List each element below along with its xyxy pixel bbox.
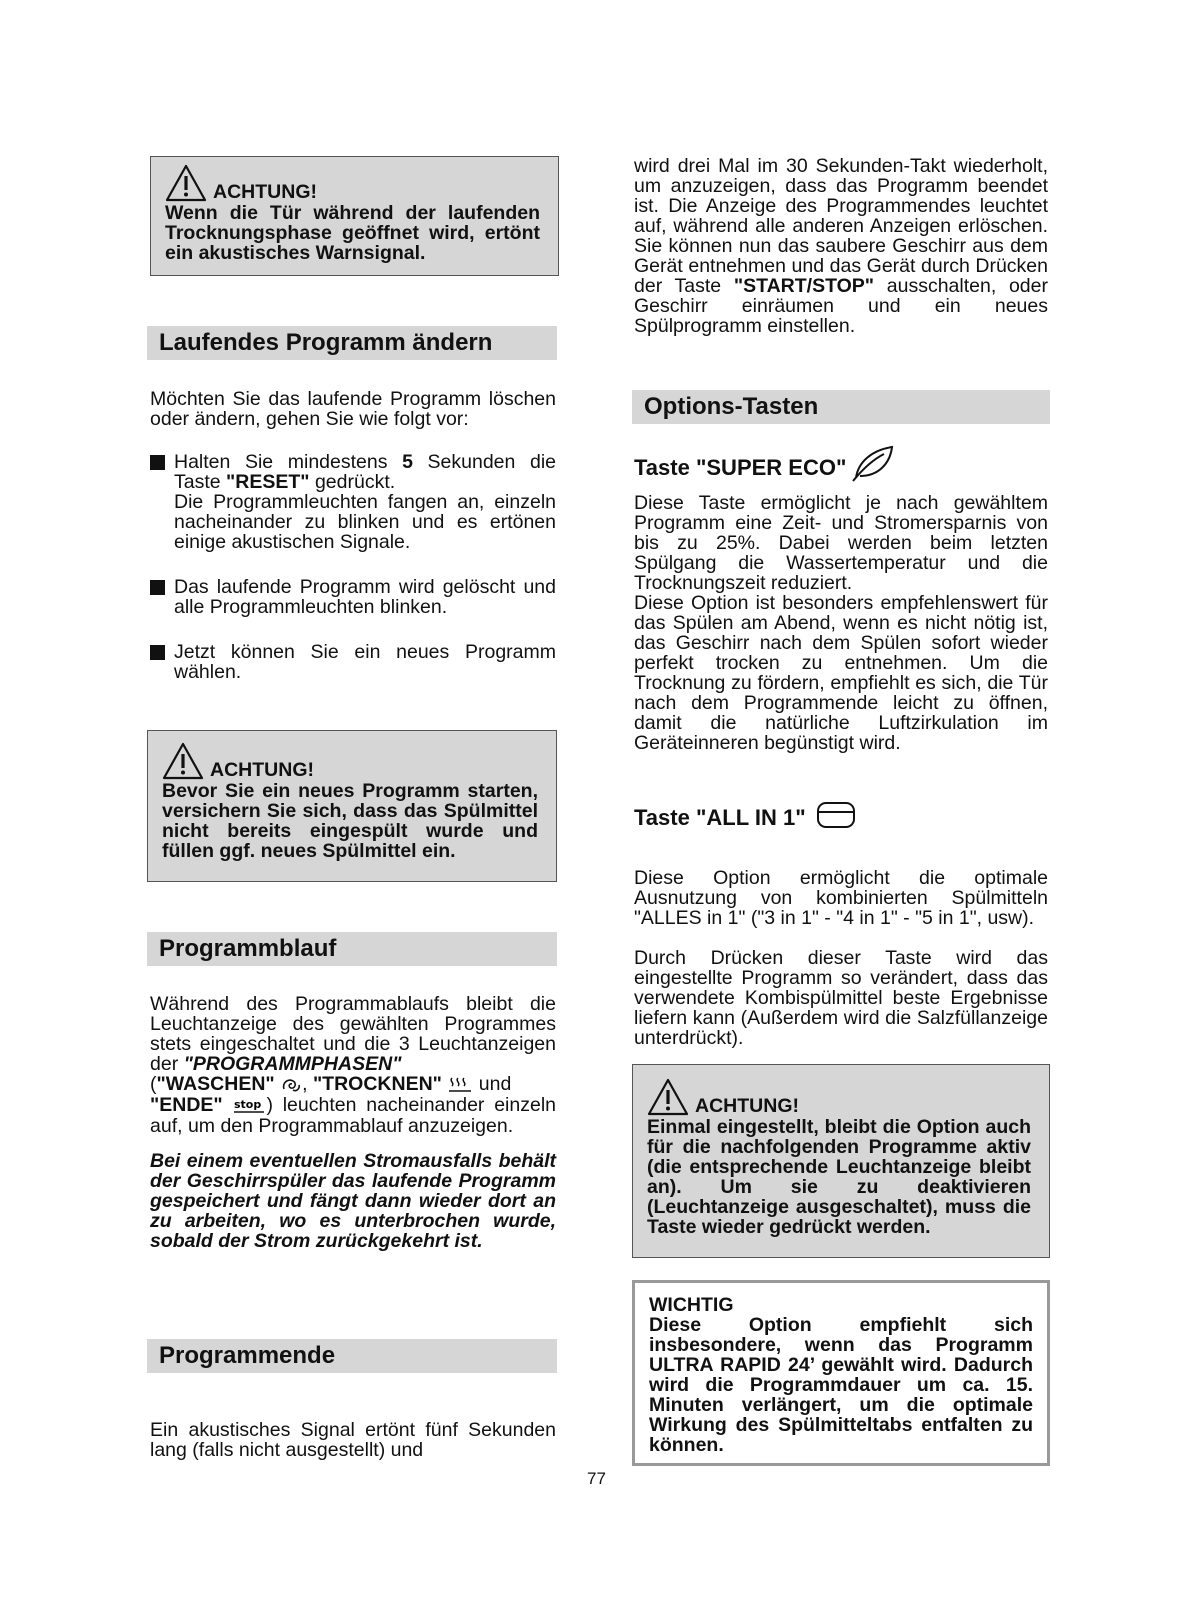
bullet-square-icon bbox=[150, 580, 165, 595]
warning-text: Bevor Sie ein neues Programm starten, versichern Sie sich, dass das Spülmittel nicht bereits eingespült wurde und füllen ggf. neues Spülmittel ein. bbox=[162, 780, 538, 862]
bullet-text-extra: Die Programmleuchten fangen an, einzeln nacheinander zu blinken und es ertönen einige akustischen Signale. bbox=[174, 491, 556, 553]
super-eco-heading bbox=[634, 453, 896, 483]
all-in-1-title: Taste "ALL IN 1" bbox=[634, 805, 806, 830]
change-program-intro: Möchten Sie das laufende Programm löschen oder ändern, gehen Sie wie folgt vor: bbox=[150, 388, 556, 430]
warning-text: Einmal eingestellt, bleibt die Option auch für die nachfolgenden Programme aktiv (die entsprechende Leuchtanzeige bleibt an). Um sie zu deaktivieren (Leuchtanzeige ausgeschaltet), muss die Taste wieder gedrückt werden. bbox=[647, 1116, 1031, 1238]
warning-header bbox=[165, 157, 540, 203]
all-in-1-text: Diese Option ermöglicht die optimale Ausnutzung von kombinierten Spülmitteln "ALLES in 1" ("3 in 1" - "4 in 1" - "5 in 1", usw). bbox=[634, 867, 1048, 929]
super-eco-text-2: Diese Option ist besonders empfehlenswert für das Spülen am Abend, wenn es nicht nötig ist, das Geschirr nach dem Spülen sofort wieder perfekt trocken zu entnehmen. Um die Trocknung zu fördern, empfiehlt es sich, die Tür nach dem Programmende leicht zu öffnen, damit die natürliche Luftzirkulation im Geräteinneren begünstigt wird. bbox=[634, 592, 1048, 754]
all-in-1-icon bbox=[816, 800, 856, 830]
warning-text: Wenn die Tür während der laufenden Trocknungsphase geöffnet wird, ertönt ein akustisches Warnsignal. bbox=[165, 202, 540, 264]
important-title: WICHTIG bbox=[649, 1294, 734, 1316]
dry-phase-icon bbox=[447, 1075, 473, 1095]
all-in-1-text-2: Durch Drücken dieser Taste wird das eingestellte Programm so verändert, dass das verwendete Kombispülmittel beste Ergebnisse liefern kann (Außerdem wird die Salzfüllanzeige unterdrückt). bbox=[634, 947, 1048, 1049]
important-text: Diese Option empfiehlt sich insbesondere, wenn das Programm ULTRA RAPID 24’ gewählt wird. Dadurch wird die Programmdauer um ca. 15. Minuten verlängert, um die optimale Wirkung des Spülmitteltabs entfalten zu können. bbox=[649, 1314, 1033, 1456]
warning-box-option-active bbox=[632, 1064, 1050, 1258]
leaf-eco-icon bbox=[850, 444, 896, 482]
important-box bbox=[632, 1280, 1050, 1466]
warning-triangle-icon bbox=[647, 1077, 689, 1117]
wash-phase-icon bbox=[280, 1075, 302, 1095]
warning-header bbox=[162, 731, 538, 781]
bullet-square-icon bbox=[150, 455, 165, 470]
warning-triangle-icon bbox=[165, 163, 207, 203]
program-run-text: Während des Programmablaufs bleibt die Leuchtanzeige des gewählten Programmes stets eingeschaltet und die 3 Leuchtanzeigen der "PROGRAMMPHASEN" ("WASCHEN" , "TROCKNEN" und "ENDE" stop ) leuchten nacheinander einzeln auf, um den Programmablauf anzuzeigen. bbox=[150, 993, 556, 1137]
program-end-text: Ein akustisches Signal ertönt fünf Sekunden lang (falls nicht ausgestellt) und bbox=[150, 1419, 556, 1461]
bullet-text: Jetzt können Sie ein neues Programm wählen. bbox=[174, 641, 556, 683]
warning-title: ACHTUNG! bbox=[695, 1095, 799, 1117]
bullet-item-reset bbox=[150, 452, 556, 552]
power-failure-note: Bei einem eventuellen Stromausfalls behält der Geschirrspüler das laufende Programm gespeichert und fängt dann wieder dort an zu arbeiten, wo es unterbrochen wurde, sobald der Strom zurückgekehrt ist. bbox=[150, 1150, 556, 1252]
section-title-change-program: Laufendes Programm ändern bbox=[147, 326, 557, 360]
section-title-program-end: Programmende bbox=[147, 1339, 557, 1373]
section-title-program-run: Programmblauf bbox=[147, 932, 557, 966]
svg-text:stop: stop bbox=[234, 1097, 262, 1111]
warning-triangle-icon bbox=[162, 741, 204, 781]
super-eco-text: Diese Taste ermöglicht je nach gewähltem Programm eine Zeit- und Stromersparnis von bis zu 25%. Dabei werden beim letzten Spülgang die Wassertemperatur und die Trocknungszeit reduziert. bbox=[634, 492, 1048, 594]
bullet-text: Das laufende Programm wird gelöscht und alle Programmleuchten blinken. bbox=[174, 576, 556, 618]
warning-header bbox=[647, 1065, 1031, 1117]
page-number: 77 bbox=[587, 1469, 606, 1488]
section-title-options: Options-Tasten bbox=[632, 390, 1050, 424]
warning-box-detergent bbox=[147, 730, 557, 882]
warning-title: ACHTUNG! bbox=[210, 759, 314, 781]
bullet-item-new-program bbox=[150, 642, 556, 682]
bullet-text: Halten Sie mindestens 5 Sekunden die Taste "RESET" gedrückt. bbox=[174, 451, 556, 493]
bullet-item-deleted bbox=[150, 577, 556, 617]
end-phase-icon bbox=[232, 1096, 266, 1116]
super-eco-title: Taste "SUPER ECO" bbox=[634, 455, 847, 480]
bullet-square-icon bbox=[150, 645, 165, 660]
program-end-continued-text: wird drei Mal im 30 Sekunden-Takt wiederholt, um anzuzeigen, dass das Programm beendet ist. Die Anzeige des Programmendes leuchtet auf, während alle anderen Anzeigen erlöschen. Sie können nun das saubere Geschirr aus dem Gerät entnehmen und das Gerät durch Drücken der Taste "START/STOP" ausschalten, oder Geschirr einräumen und ein neues Spülprogramm einstellen. bbox=[634, 155, 1048, 337]
warning-box-door bbox=[150, 156, 559, 276]
all-in-1-heading bbox=[634, 803, 856, 833]
warning-title: ACHTUNG! bbox=[213, 181, 317, 203]
